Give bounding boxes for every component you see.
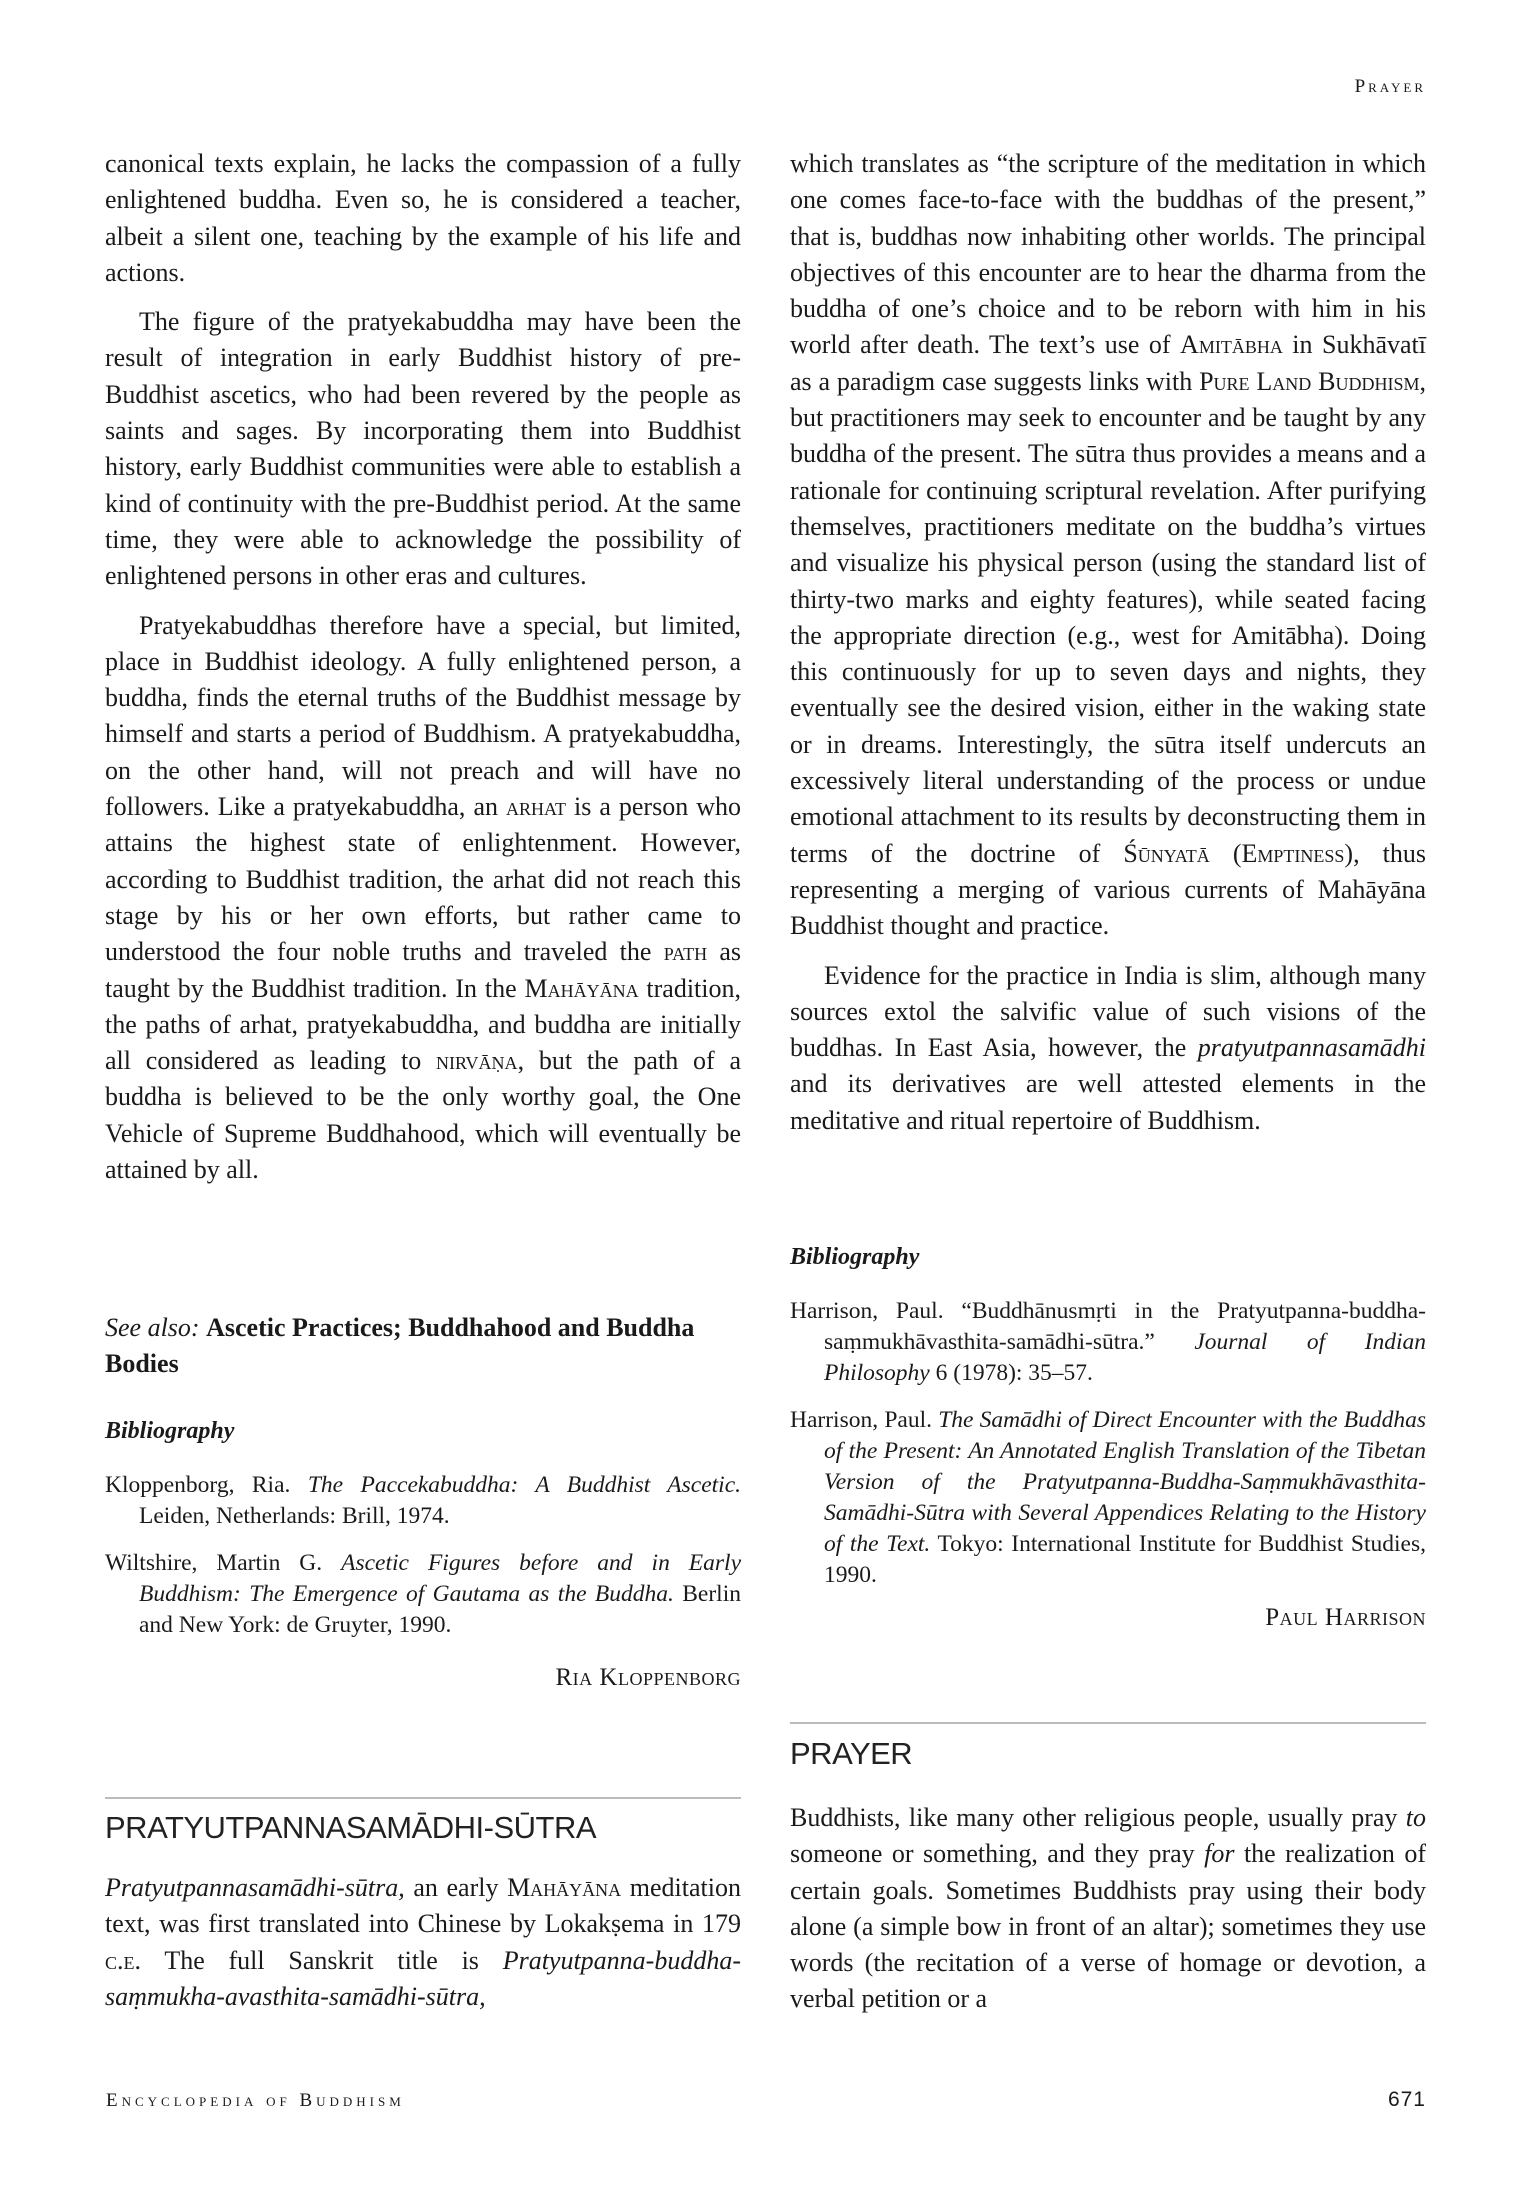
text-run: tradition, the paths of arhat, pratyekabuddha, and buddha are initially all considered as leading to (105, 973, 741, 1076)
article-author: Ria Kloppenborg (555, 1664, 741, 1691)
see-also-links[interactable]: Ascetic Practices; Buddhahood and Buddha Bodies (105, 1313, 695, 1379)
paragraph (105, 1870, 741, 2015)
see-also-label: See also: (105, 1313, 200, 1342)
cross-reference[interactable]: Śūnyatā (Emptiness) (1123, 838, 1354, 868)
footer-title: Encyclopedia of Buddhism (106, 2090, 405, 2111)
italic-text: Pratyutpanna-buddha-saṃmukha-avasthita-samādhi-sūtra, (105, 1945, 741, 2011)
text-run: Kloppenborg, Ria. (105, 1472, 308, 1498)
cross-reference[interactable]: nirvāṇa (436, 1046, 518, 1076)
text-run: , but practitioners may seek to encounter and be taught by any buddha of the present. The sūtra thus provides a means and a rationale for continuing scriptural revelation. After purifying themselves, practitioners meditate on the buddha’s virtues and visualize his physical person (using the standard list of thirty-two marks and eighty features), while seated facing the appropriate direction (e.g., west for Amitābha). Doing this continuously for up to seven days and nights, they eventually see the desired vision, either in the waking state or in dreams. Interestingly, the sūtra itself undercuts an excessively literal understanding of the process or undue emotional attachment to its results by deconstructing them in terms of the doctrine of (790, 366, 1427, 868)
cross-reference[interactable]: Mahāyāna (524, 973, 639, 1003)
text-run: Tokyo: International Institute for Buddhist Studies, 1990. (824, 1531, 1426, 1588)
italic-text: Pratyutpannasamādhi-sūtra, (105, 1873, 405, 1902)
italic-text: for (1204, 1839, 1235, 1869)
text-run: , thus representing a merging of various currents of Mahāyāna Buddhist thought and practice. (790, 838, 1426, 941)
italic-text: Ascetic Figures before and in Early Buddhism: The Emergence of Gautama as the Buddha. (139, 1550, 742, 1607)
text-run: which translates as “the scripture of the meditation in which one comes face-to-face with the buddhas of the present,” that is, buddhas now inhabiting other worlds. The principal objectives of this encounter are to hear the dharma from the buddha of one’s choice and to be reborn with him in his world after death. The text’s use of (790, 149, 1426, 360)
paragraph (105, 304, 741, 594)
text-run: The full Sanskrit title is (141, 1945, 503, 1975)
text-run: Harrison, Paul. “Buddhānusmṛti in the Pratyutpanna-buddha-saṃmukhāvasthita-samādhi-sūtra.” (790, 1298, 1426, 1355)
text-run: The figure of the pratyekabuddha may have been the result of integration in early Buddhist history of pre-Buddhist ascetics, who had been revered by the people as saints and sages. By incorporating them into Buddhist history, early Buddhist communities were able to establish a kind of continuity with the pre-Buddhist period. At the same time, they were able to acknowledge the possibility of enlightened persons in other eras and cultures. (105, 307, 741, 591)
text-run: is a person who attains the highest state of enlightenment. However, according to Buddhist tradition, the arhat did not reach this stage by his or her own efforts, but rather came to understood the four noble truths and traveled the (105, 792, 741, 967)
bibliography-list (790, 1296, 1426, 1607)
text-run: an early (404, 1873, 508, 1902)
cross-reference[interactable]: arhat (505, 792, 566, 822)
italic-text: The Paccekabuddha: A Buddhist Ascetic. (307, 1472, 742, 1498)
section-divider (790, 1722, 1426, 1724)
text-run: , but the path of a buddha is believed to be the only worthy goal, the One Vehicle of Supreme Buddhahood, which will eventually be attained by all. (105, 1046, 741, 1185)
bibliography-entry (105, 1470, 741, 1532)
text-run: Wiltshire, Martin G. (105, 1550, 342, 1576)
text-run: the realization of certain goals. Sometimes Buddhists pray using their body alone (a simple bow in front of an altar); sometimes they use words (the recitation of a verse of homage or devotion, a verbal petition or a (790, 1839, 1426, 2014)
bibliography-heading: Bibliography (790, 1244, 920, 1270)
italic-text: Journal of Indian Philosophy (824, 1329, 1426, 1386)
text-run: Evidence for the practice in India is slim, although many sources extol the salvific value of such visions of the buddhas. In East Asia, however, the (790, 960, 1426, 1063)
text-run: Harrison, Paul. (790, 1407, 939, 1433)
bibliography-entry (790, 1405, 1426, 1591)
page-number: 671 (1387, 2088, 1426, 2111)
bibliography-entry (105, 1548, 741, 1641)
section-title: PRAYER (790, 1736, 913, 1771)
text-run: Leiden, Netherlands: Brill, 1974. (139, 1503, 450, 1529)
text-run: and its derivatives are well attested elements in the meditative and ritual repertoire of Buddhism. (790, 1069, 1426, 1135)
section-title: PRATYUTPANNASAMĀDHI-SŪTRA (105, 1810, 597, 1845)
paragraph (790, 146, 1426, 945)
bibliography-entry (790, 1296, 1426, 1389)
cross-reference[interactable]: c.e. (105, 1945, 142, 1975)
text-run: meditation text, was first translated into Chinese by Lokakṣema in 179 (105, 1873, 741, 1939)
text-run: Berlin and New York: de Gruyter, 1990. (139, 1581, 741, 1638)
text-run: as taught by the Buddhist tradition. In the (105, 937, 741, 1003)
cross-reference[interactable]: Mahāyāna (507, 1873, 622, 1902)
paragraph (790, 958, 1426, 1139)
text-run: Pratyekabuddhas therefore have a special, but limited, place in Buddhist ideology. A fully enlightened person, a buddha, finds the eternal truths of the Buddhist message by himself and starts a period of Buddhism. A pratyekabuddha, on the other hand, will not preach and will have no followers. Like a pratyekabuddha, an (105, 610, 741, 822)
bibliography-heading: Bibliography (105, 1418, 235, 1444)
cross-reference[interactable]: Amitābha (1180, 330, 1283, 360)
cross-reference[interactable]: Pure Land Buddhism (1199, 366, 1420, 396)
right-body (790, 146, 1426, 1152)
see-also (105, 1310, 741, 1383)
paragraph (105, 146, 741, 291)
running-head: Prayer (1354, 76, 1426, 97)
text-run: in Sukhāvatī as a paradigm case suggests links with (790, 330, 1426, 396)
text-run: someone or something, and they pray (790, 1839, 1205, 1869)
italic-text: The Samādhi of Direct Encounter with the Buddhas of the Present: An Annotated English Translation of the Tibetan Version of the Pratyutpanna-Buddha-Saṃmukhāvasthita-Samādhi-Sūtra with Several Appendices Relating to the History of the Text. (824, 1407, 1426, 1557)
cross-reference[interactable]: path (663, 937, 708, 967)
section-body (790, 1800, 1426, 2060)
left-body (105, 146, 741, 1201)
paragraph (790, 1800, 1426, 2018)
italic-text: to (1405, 1803, 1426, 1832)
section-body (105, 1870, 741, 2028)
text-run: 6 (1978): 35–57. (929, 1360, 1093, 1386)
article-author: Paul Harrison (1265, 1604, 1426, 1631)
bibliography-list (105, 1470, 741, 1657)
text-run: canonical texts explain, he lacks the compassion of a fully enlightened buddha. Even so, he is considered a teacher, albeit a silent one, teaching by the example of his life and actions. (105, 149, 741, 287)
paragraph (105, 608, 741, 1189)
text-run: Buddhists, like many other religious people, usually pray (790, 1803, 1406, 1832)
section-divider (105, 1797, 741, 1799)
italic-text: pratyutpannasamādhi (1197, 1033, 1426, 1063)
